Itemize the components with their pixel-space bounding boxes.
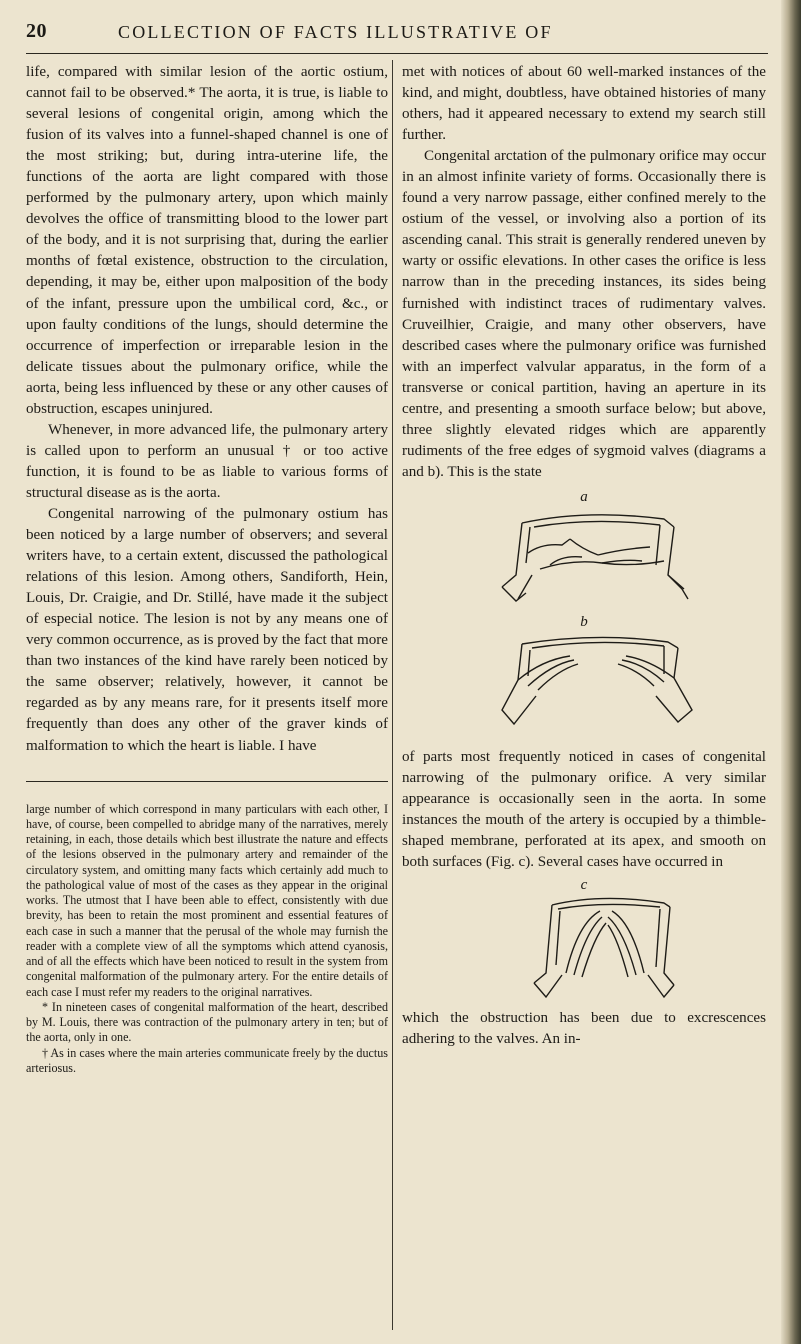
right-column — [402, 62, 766, 1050]
column-divider — [392, 60, 393, 1330]
header-rule — [26, 53, 768, 54]
figure-c-diagram — [402, 893, 766, 1003]
left-column — [26, 62, 388, 1076]
footnote-rule — [26, 781, 388, 782]
figure-a-diagram — [402, 505, 766, 609]
figure-c-label: c — [580, 877, 588, 894]
footnote: † As in cases where the main arteries communicate freely by the ductus arteriosus. — [26, 1045, 388, 1075]
figure-a — [402, 489, 766, 614]
paragraph: of parts most frequently noticed in cases of congenital narrowing of the pulmonary orifice. A very similar appearance is occasionally seen in the aorta. In some instances the mouth of the artery is occupied by a thimble-shaped membrane, perforated at its apex, and smooth on both surfaces (Fig. c). Several cases have occurred in — [402, 748, 766, 871]
figure-c — [402, 877, 766, 1008]
figure-a-label: a — [580, 488, 588, 505]
paragraph: which the obstruction has been due to excrescences adhering to the valves. An in- — [402, 1010, 766, 1048]
figure-b-diagram — [402, 630, 766, 738]
page-header — [26, 18, 766, 48]
running-title: COLLECTION OF FACTS ILLUSTRATIVE OF — [118, 22, 553, 42]
paragraph: Congenital arctation of the pulmonary orifice may occur in an almost infinite variety of forms. Occasionally there is found a very narrow passage, either confined merely to the ostium of the vessel, or involving also a portion of its ascending canal. This strait is generally rendered uneven by warty or ossific elevations. In other cases the orifice is less narrow than in the preceding instances, its sides being furnished with indistinct traces of rudimentary valves. Cruveilhier, Craigie, and many other observers, have described cases where the pulmonary orifice was furnished with an imperfect valvular apparatus, in the form of a transverse or conical partition, having an aperture in its centre, and presenting a smooth surface below; but above, three slightly elevated ridges which are apparently rudiments of the free edges of sygmoid valves (diagrams a and b). This is the state — [402, 148, 766, 480]
figure-b — [402, 614, 766, 743]
paragraph: met with notices of about 60 well-marked instances of the kind, and might, doubtless, have obtained histories of many others, had it appeared necessary to extend my search still further. — [402, 64, 766, 144]
page-number: 20 — [26, 20, 47, 42]
footnote: large number of which correspond in many particulars with each other, I have, of course, been compelled to abridge many of the narratives, merely retaining, in each, those details which best illustrate the nature and effects of the lesions observed in the pulmonary artery and remainder of the circulatory system, and omitting many facts which certainly add much to the pathological value of most of the cases as they appear in the original works. The utmost that I have been able to effect, consistently with due brevity, has been to retain the most prominent and essential features of each case in such a manner that the perusal of the whole may furnish the reader with a complete view of all the symptoms which attend cyanosis, and of all the effects which have been noticed to result in the system from congenital malformation of the pulmonary artery. For the entire details of each case I must refer my readers to the original narratives. — [26, 801, 388, 999]
paragraph: Congenital narrowing of the pulmonary ostium has been noticed by a large number of observers; and several writers have, to a certain extent, discussed the pathological relations of this lesion. Among others, Sandiforth, Hein, Louis, Dr. Craigie, and Dr. Stillé, have made it the subject of especial notice. The lesion is not by any means one of very common occurrence, as is proved by the fact that more than two instances of the kind have rarely been noticed by the same observer; relatively, however, it cannot be regarded as by any means rare, for it presents itself more frequently than does any other of the graver kinds of malformation to which the heart is liable. I have — [26, 505, 388, 754]
figure-b-label: b — [580, 613, 588, 630]
footnote: * In nineteen cases of congenital malformation of the heart, described by M. Louis, there was contraction of the pulmonary artery in ten; but of the aorta, only in one. — [26, 999, 388, 1045]
paragraph: Whenever, in more advanced life, the pulmonary artery is called upon to perform an unusual † or too active function, it is found to be as liable to various forms of structural disease as is the aorta. — [26, 421, 388, 501]
paragraph: life, compared with similar lesion of the aortic ostium, cannot fail to be observed.* The aorta, it is true, is liable to several lesions of congenital origin, among which the fusion of its valves into a funnel-shaped channel is one of the most striking; but, during intra-uterine life, the functions of the aorta are light compared with those performed by the pulmonary artery, upon which mainly devolves the office of transmitting blood to the lower part of the body, and it is not surprising that, during the earlier months of fœtal existence, obstruction to the circulation, depending, it may be, either upon malposition of the body of the infant, pressure upon the umbilical cord, &c., or upon faulty conditions of the lungs, should determine the occurrence of imperfection or irreparable lesion in the delicate tissues about the pulmonary orifice, while the aorta, being less influenced by these or any other causes of obstruction, escapes uninjured. — [26, 64, 388, 417]
page-edge-shadow — [781, 0, 801, 1344]
